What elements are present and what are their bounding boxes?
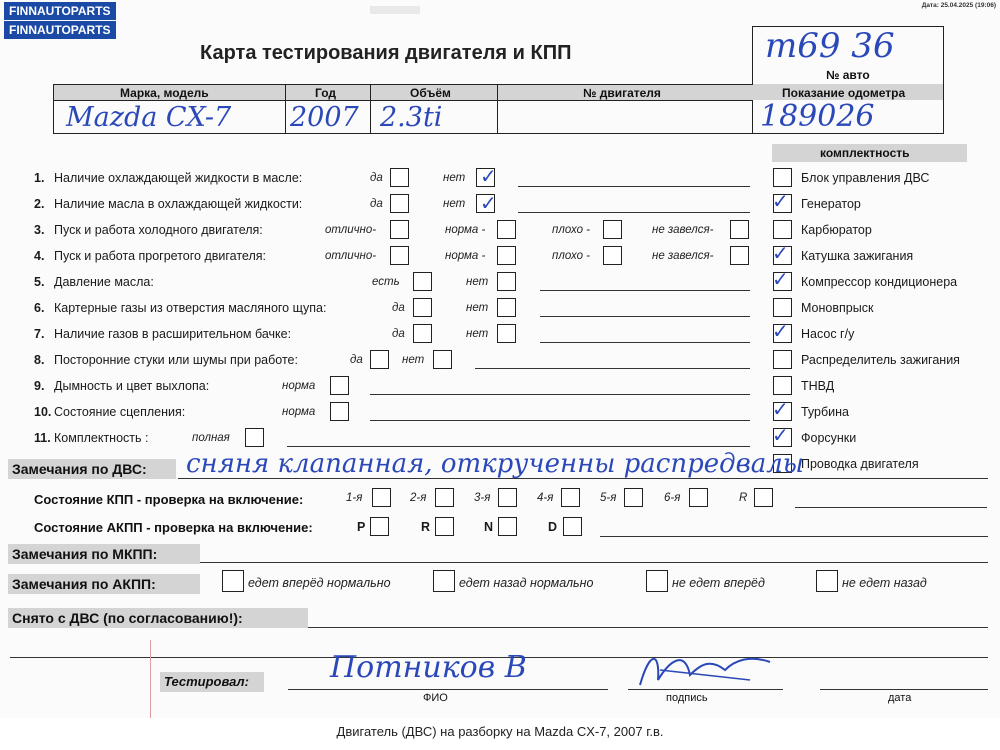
question-checkbox[interactable] (245, 428, 264, 447)
question-label: Пуск и работа прогретого двигателя: (54, 249, 266, 263)
kpp-gear-label: 6-я (664, 492, 681, 504)
question-option-label: да (370, 172, 383, 184)
question-answer-line (540, 290, 750, 291)
col-brand-model: Марка, модель (120, 86, 209, 100)
question-option-label: норма - (445, 224, 486, 236)
question-label: Давление масла: (54, 275, 154, 289)
handwritten-signature (630, 640, 780, 696)
question-option-label: да (370, 198, 383, 210)
remarks-dvs-value: сняня клапанная, открученны распредвалы (186, 449, 804, 479)
margin-line (150, 640, 151, 718)
akpp-remark-checkbox[interactable] (433, 570, 455, 592)
question-number: 4. (34, 249, 45, 263)
question-option-label: да (392, 302, 405, 314)
value-year: 2007 (290, 102, 359, 133)
kpp-gear-checkbox[interactable] (624, 488, 643, 507)
kit-item-label: Блок управления ДВС (801, 171, 930, 185)
question-option-label: нет (402, 354, 425, 366)
question-checkbox[interactable] (370, 350, 389, 369)
podpis-label: подпись (666, 692, 708, 704)
question-checkbox[interactable] (603, 246, 622, 265)
question-label: Пуск и работа холодного двигателя: (54, 223, 263, 237)
question-option-label: нет (466, 302, 489, 314)
kit-item-label: Компрессор кондиционера (801, 275, 958, 289)
akpp-remark-checkbox[interactable] (646, 570, 668, 592)
akpp-remark-label: едет назад нормально (459, 576, 594, 590)
kpp-gear-checkbox[interactable] (435, 488, 454, 507)
fio-label: ФИО (423, 692, 448, 704)
tester-name-value: Потников В (330, 650, 527, 685)
question-checkbox[interactable] (413, 298, 432, 317)
akpp-mode-checkbox[interactable] (435, 517, 454, 536)
kpp-gear-label: 2-я (410, 492, 427, 504)
kit-check-icon: ✓ (772, 189, 789, 213)
question-number: 8. (34, 353, 45, 367)
question-label: Наличие масла в охлаждающей жидкости: (54, 197, 303, 211)
remarks-akpp-label: Замечания по АКПП: (12, 576, 156, 592)
page-title: Карта тестирования двигателя и КПП (200, 42, 572, 64)
tested-label: Тестировал: (164, 674, 249, 689)
question-option-label: нет (466, 276, 489, 288)
kpp-gear-label: 5-я (600, 492, 617, 504)
q1-check: ✓ (480, 164, 497, 188)
question-option-label: норма - (445, 250, 486, 262)
q2-check: ✓ (480, 191, 497, 215)
header-table-divider (53, 100, 753, 101)
question-checkbox[interactable] (603, 220, 622, 239)
question-answer-line (518, 186, 750, 187)
question-number: 7. (34, 327, 45, 341)
question-answer-line (540, 342, 750, 343)
question-label: Наличие охлаждающей жидкости в масле: (54, 171, 303, 185)
akpp-mode-label: P (357, 520, 366, 534)
akpp-remark-label: не едет вперёд (672, 576, 765, 590)
remarks-mkpp-label: Замечания по МКПП: (12, 546, 158, 562)
question-option-label: да (392, 328, 405, 340)
header-col-sep-2 (370, 84, 371, 134)
question-checkbox[interactable] (497, 324, 516, 343)
question-label: Комплектность : (54, 431, 149, 445)
question-number: 9. (34, 379, 45, 393)
question-option-label: отлично- (325, 224, 377, 236)
kpp-gear-checkbox[interactable] (689, 488, 708, 507)
kit-checkbox[interactable] (773, 376, 792, 395)
question-checkbox[interactable] (330, 376, 349, 395)
akpp-line (600, 536, 988, 537)
kpp-gear-checkbox[interactable] (498, 488, 517, 507)
value-brand-model: Mazda CX-7 (66, 102, 232, 133)
question-checkbox[interactable] (390, 168, 409, 187)
akpp-mode-checkbox[interactable] (370, 517, 389, 536)
question-number: 2. (34, 197, 45, 211)
akpp-label: Состояние АКПП - проверка на включение: (34, 520, 313, 535)
fio-line (288, 689, 608, 690)
kit-item-label: Катушка зажигания (801, 249, 914, 263)
question-answer-line (370, 420, 750, 421)
kit-item-label: Турбина (801, 405, 849, 419)
kit-checkbox[interactable] (773, 298, 792, 317)
question-number: 6. (34, 301, 45, 315)
question-number: 11. (34, 431, 51, 445)
question-answer-line (287, 446, 750, 447)
kit-checkbox[interactable] (773, 350, 792, 369)
kit-item-label: Моновпрыск (801, 301, 874, 315)
question-option-label: плохо - (552, 224, 590, 236)
kit-item-label: ТНВД (801, 379, 835, 393)
kit-title: комплектность (820, 146, 910, 160)
question-number: 3. (34, 223, 45, 237)
question-checkbox[interactable] (497, 272, 516, 291)
removed-line-1 (308, 627, 988, 628)
akpp-mode-label: R (421, 520, 431, 534)
question-option-label: есть (372, 276, 400, 288)
akpp-remark-checkbox[interactable] (816, 570, 838, 592)
kit-item-label: Генератор (801, 197, 861, 211)
kit-check-icon: ✓ (772, 241, 789, 265)
brand-badge-top: FINNAUTOPARTS (4, 2, 116, 20)
question-option-label: полная (192, 432, 230, 444)
scan-smudge (370, 6, 420, 14)
kit-item-label: Карбюратор (801, 223, 872, 237)
question-number: 5. (34, 275, 45, 289)
question-checkbox[interactable] (497, 298, 516, 317)
kit-check-icon: ✓ (772, 319, 789, 343)
akpp-mode-label: N (484, 520, 494, 534)
kpp-gear-label: R (739, 492, 748, 504)
question-checkbox[interactable] (497, 246, 516, 265)
question-checkbox[interactable] (730, 246, 749, 265)
kit-checkbox[interactable] (773, 220, 792, 239)
kit-item-label: Проводка двигателя (801, 457, 919, 471)
page-caption: Двигатель (ДВС) на разборку на Mazda CX-7, 2007 г.в. (336, 724, 664, 739)
question-checkbox[interactable] (390, 194, 409, 213)
odometer-label: Показание одометра (782, 86, 906, 100)
header-col-sep-1 (285, 84, 286, 134)
col-year: Год (315, 86, 336, 100)
question-option-label: нет (466, 328, 489, 340)
question-option-label: отлично- (325, 250, 377, 262)
kit-check-icon: ✓ (772, 423, 789, 447)
question-checkbox[interactable] (730, 220, 749, 239)
data-label: дата (888, 692, 912, 704)
header-col-sep-3 (497, 84, 498, 134)
brand-badge-bottom: FINNAUTOPARTS (4, 21, 116, 39)
akpp-mode-label: D (548, 520, 558, 534)
remarks-dvs-label: Замечания по ДВС: (12, 461, 147, 477)
kpp-label: Состояние КПП - проверка на включение: (34, 492, 304, 507)
question-label: Картерные газы из отверстия масляного щупа: (54, 301, 327, 315)
value-volume: 2.3ti (380, 102, 443, 133)
kit-item-label: Распределитель зажигания (801, 353, 960, 367)
question-checkbox[interactable] (413, 324, 432, 343)
question-checkbox[interactable] (497, 220, 516, 239)
question-answer-line (370, 394, 750, 395)
question-number: 1. (34, 171, 45, 185)
question-checkbox[interactable] (330, 402, 349, 421)
auto-number-label: № авто (826, 68, 870, 82)
kit-item-label: Форсунки (801, 431, 857, 445)
question-option-label: нет (443, 172, 466, 184)
question-checkbox[interactable] (390, 246, 409, 265)
kpp-gear-label: 4-я (537, 492, 554, 504)
question-checkbox[interactable] (413, 272, 432, 291)
remarks-mkpp-line (200, 562, 988, 563)
question-answer-line (518, 212, 750, 213)
kpp-gear-label: 1-я (346, 492, 363, 504)
auto-number-value: т69 36 (765, 26, 895, 66)
kpp-gear-checkbox[interactable] (372, 488, 391, 507)
question-option-label: не завелся- (652, 224, 714, 236)
question-option-label: норма (282, 380, 316, 392)
question-option-label: норма (282, 406, 316, 418)
kpp-gear-checkbox[interactable] (561, 488, 580, 507)
kpp-gear-checkbox[interactable] (754, 488, 773, 507)
question-label: Посторонние стуки или шумы при работе: (54, 353, 298, 367)
kit-check-icon: ✓ (772, 267, 789, 291)
kit-checkbox[interactable] (773, 168, 792, 187)
question-checkbox[interactable] (433, 350, 452, 369)
akpp-remark-label: едет вперёд нормально (248, 576, 391, 590)
akpp-remark-checkbox[interactable] (222, 570, 244, 592)
kit-check-icon: ✓ (772, 397, 789, 421)
question-option-label: не завелся- (652, 250, 714, 262)
question-label: Наличие газов в расширительном бачке: (54, 327, 292, 341)
question-option-label: нет (443, 198, 466, 210)
question-label: Состояние сцепления: (54, 405, 186, 419)
question-answer-line (540, 316, 750, 317)
question-option-label: плохо - (552, 250, 590, 262)
question-label: Дымность и цвет выхлопа: (54, 379, 210, 393)
question-checkbox[interactable] (390, 220, 409, 239)
data-line (820, 689, 988, 690)
akpp-mode-checkbox[interactable] (563, 517, 582, 536)
question-number: 10. (34, 405, 52, 419)
kit-item-label: Насос г/у (801, 327, 855, 341)
akpp-remark-label: не едет назад (842, 576, 927, 590)
question-answer-line (475, 368, 750, 369)
col-volume: Объём (410, 86, 451, 100)
question-option-label: да (350, 354, 363, 366)
kpp-gear-label: 3-я (474, 492, 491, 504)
odometer-value: 189026 (760, 99, 875, 134)
col-engine-number: № двигателя (583, 86, 661, 100)
akpp-mode-checkbox[interactable] (498, 517, 517, 536)
kpp-line (795, 507, 987, 508)
date-stamp: Дата: 25.04.2025 (19:06) (921, 2, 996, 9)
removed-label: Снято с ДВС (по согласованию!): (12, 610, 243, 626)
